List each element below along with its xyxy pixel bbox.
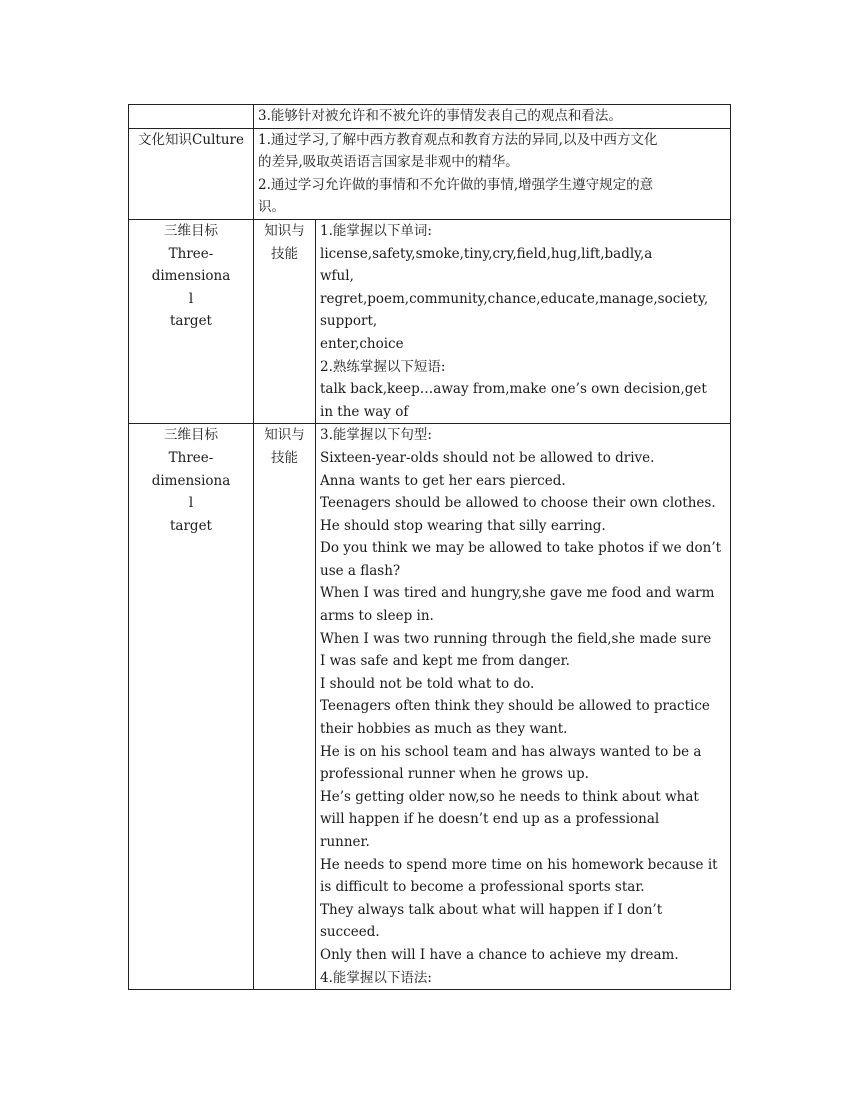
text-line: support,: [320, 313, 378, 330]
skills-label: 技能: [271, 449, 298, 466]
text-line: wful,: [320, 268, 354, 285]
text-line: 4.能掌握以下语法:: [320, 969, 432, 986]
skills-label: 知识与: [264, 222, 305, 239]
text-line: license,safety,smoke,tiny,cry,field,hug,lift,badly,a: [320, 245, 653, 262]
cell-text: 3.能够针对被允许和不被允许的事情发表自己的观点和看法。: [258, 108, 622, 124]
text-line: Anna wants to get her ears pierced.: [320, 472, 566, 489]
skills-label: 技能: [271, 245, 298, 262]
text-line: enter,choice: [320, 335, 404, 352]
text-line: in the way of: [320, 403, 409, 420]
text-line: I was safe and kept me from danger.: [320, 653, 570, 670]
text-line: Sixteen-year-olds should not be allowed to drive.: [320, 449, 655, 466]
objectives-table: [128, 104, 731, 990]
text-line: runner.: [320, 834, 370, 850]
text-line: 1.能掌握以下单词:: [320, 222, 432, 239]
text-line: He’s getting older now,so he needs to think about what: [320, 788, 699, 805]
skills-label-cell: [254, 424, 316, 990]
culture-content-cell: [254, 128, 731, 219]
text-line: Teenagers often think they should be allowed to practice: [320, 698, 710, 715]
text-line: use a flash?: [320, 562, 401, 579]
target-label-en: l: [188, 495, 194, 512]
culture-label: 文化知识Culture: [138, 131, 244, 148]
skills-label: 知识与: [264, 427, 305, 444]
text-line: When I was two running through the field,she made sure: [320, 630, 712, 647]
text-line: their hobbies as much as they want.: [320, 721, 568, 738]
text-line: 3.能掌握以下句型:: [320, 427, 432, 444]
table-row: [129, 424, 731, 990]
target-label-en: target: [170, 313, 212, 330]
text-line: is difficult to become a professional sports star.: [320, 879, 645, 896]
text-line: will happen if he doesn’t end up as a professional: [320, 811, 660, 828]
skills-label-cell: [254, 219, 316, 423]
text-line: 识。: [258, 199, 285, 216]
target-label-en: target: [170, 517, 212, 534]
sentence-patterns-cell: [316, 424, 731, 990]
text-line: talk back,keep…away from,make one’s own decision,get: [320, 381, 707, 398]
empty-cell: [129, 105, 254, 129]
table-row: [129, 219, 731, 423]
text-line: 1.通过学习,了解中西方教育观点和教育方法的异同,以及中西方文化: [258, 131, 658, 148]
text-line: Teenagers should be allowed to choose their own clothes.: [320, 495, 716, 512]
text-line: Do you think we may be allowed to take photos if we don’t: [320, 540, 722, 557]
text-line: 的差异,吸取英语语言国家是非观中的精华。: [258, 154, 519, 171]
target-label-en: l: [188, 290, 194, 307]
culture-label-cell: [129, 128, 254, 219]
vocabulary-content-cell: [316, 219, 731, 423]
text-line: Only then will I have a chance to achieve my dream.: [320, 946, 679, 963]
text-line: He should stop wearing that silly earring.: [320, 517, 606, 534]
text-line: He needs to spend more time on his homework because it: [320, 856, 718, 873]
table-row: [129, 128, 731, 219]
target-label-cn: 三维目标: [164, 427, 218, 444]
text-line: They always talk about what will happen if I don’t: [320, 901, 663, 918]
text-line: succeed.: [320, 924, 380, 941]
text-line: professional runner when he grows up.: [320, 766, 589, 783]
table-row: [129, 105, 731, 129]
text-line: regret,poem,community,chance,educate,manage,society,: [320, 290, 709, 307]
target-label-en: Three-dimensiona: [151, 245, 231, 285]
text-line: 2.熟练掌握以下短语:: [320, 358, 446, 375]
target-label-cn: 三维目标: [164, 222, 218, 239]
target-label-cell: [129, 424, 254, 990]
text-line: When I was tired and hungry,she gave me food and warm: [320, 585, 715, 602]
target-label-cell: [129, 219, 254, 423]
text-line: arms to sleep in.: [320, 608, 434, 625]
text-line: 2.通过学习允许做的事情和不允许做的事情,增强学生遵守规定的意: [258, 176, 654, 193]
emotion-objective-3: [254, 105, 731, 129]
target-label-en: Three-dimensiona: [151, 449, 231, 489]
text-line: He is on his school team and has always wanted to be a: [320, 743, 702, 760]
text-line: I should not be told what to do.: [320, 675, 535, 692]
